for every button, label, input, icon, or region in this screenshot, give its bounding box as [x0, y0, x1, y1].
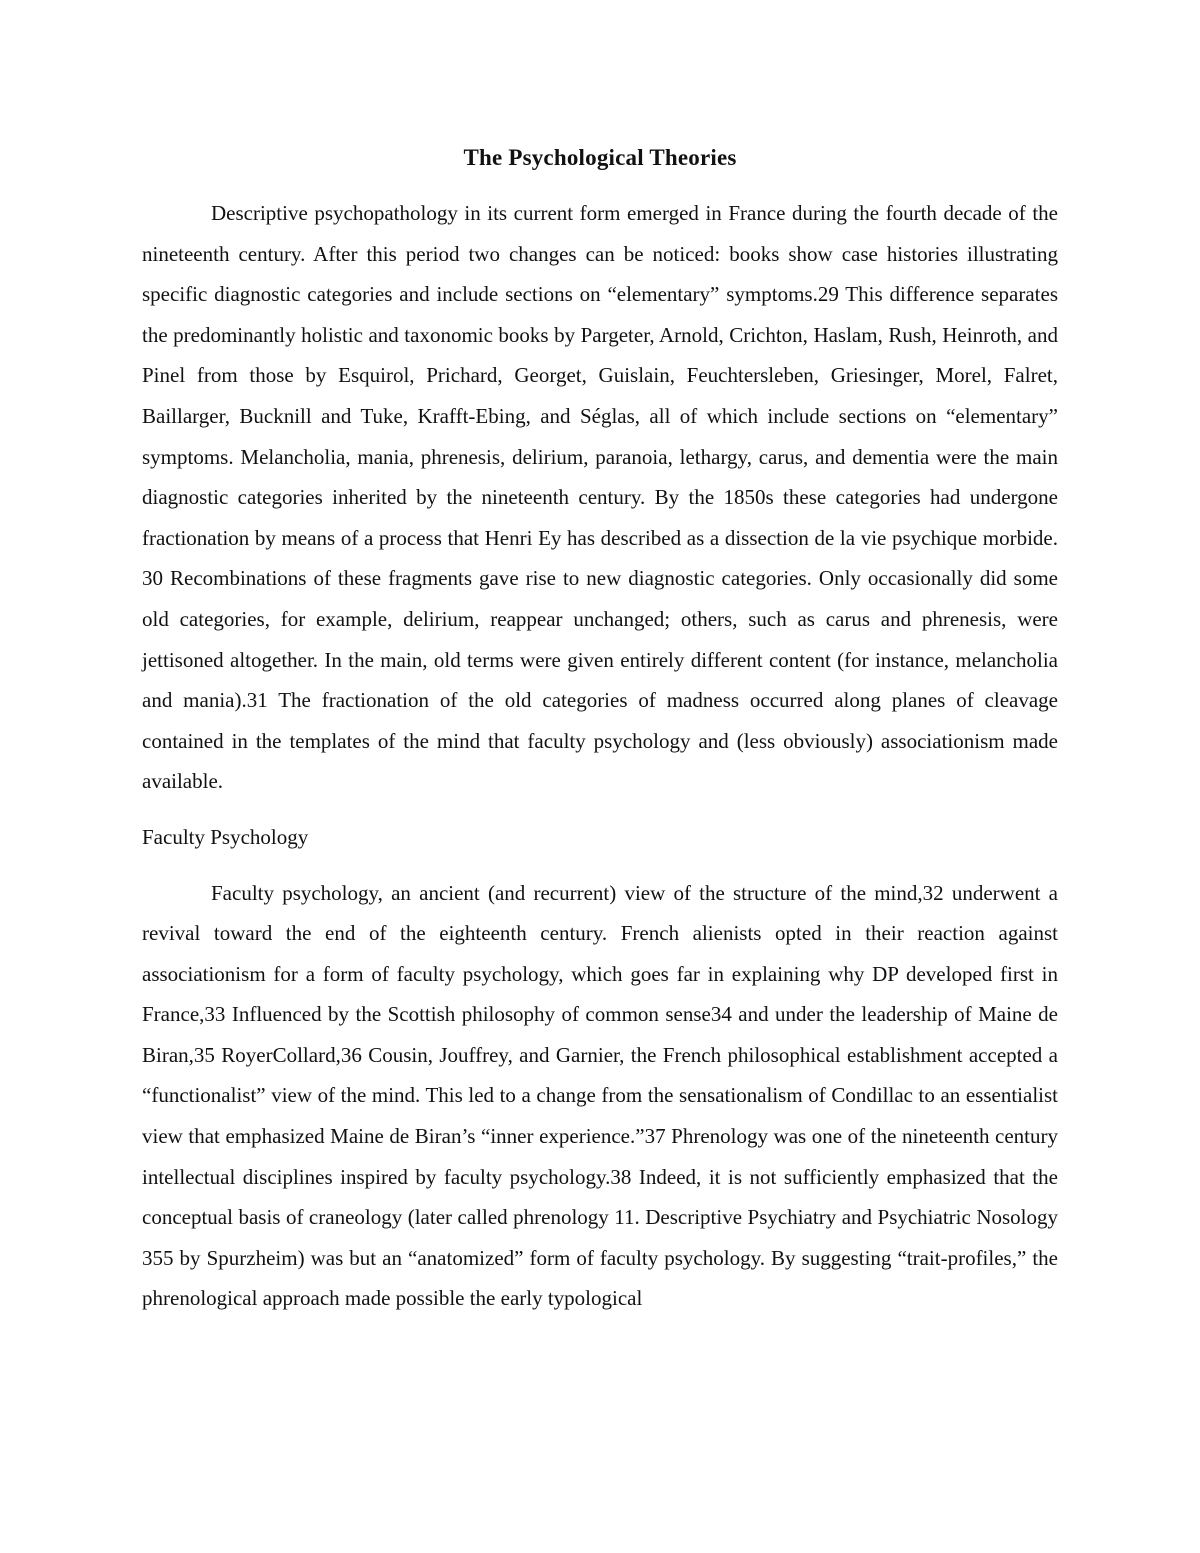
paragraph-faculty-psychology: Faculty psychology, an ancient (and recurrent) view of the structure of the mind,32 underwent a revival toward the end of the eighteenth century. French alienists opted in their reaction against associationism for a form of faculty psychology, which goes far in explaining why DP developed first in France,33 Influenced by the Scottish philosophy of common sense34 and under the leadership of Maine de Biran,35 RoyerCollard,36 Cousin, Jouffrey, and Garnier, the French philosophical establishment accepted a “functionalist” view of the mind. This led to a change from the sensationalism of Condillac to an essentialist view that emphasized Maine de Biran’s “inner experience.”37 Phrenology was one of the nineteenth century intellectual disciplines inspired by faculty psychology.38 Indeed, it is not sufficiently emphasized that the conceptual basis of craneology (later called phrenology 11. Descriptive Psychiatry and Psychiatric Nosology 355 by Spurzheim) was but an “anatomized” form of faculty psychology. By suggesting “trait-profiles,” the phrenological approach made possible the early typological: [142, 880, 1058, 1311]
document-title: The Psychological Theories: [463, 145, 737, 170]
paragraph-intro: Descriptive psychopathology in its current form emerged in France during the fourth decade of the nineteenth century. After this period two changes can be noticed: books show case histories illustrating specific diagnostic categories and include sections on “elementary” symptoms.29 This difference separates the predominantly holistic and taxonomic books by Pargeter, Arnold, Crichton, Haslam, Rush, Heinroth, and Pinel from those by Esquirol, Prichard, Georget, Guislain, Feuchtersleben, Griesinger, Morel, Falret, Baillarger, Bucknill and Tuke, Krafft-Ebing, and Séglas, all of which include sections on “elementary” symptoms. Melancholia, mania, phrenesis, delirium, paranoia, lethargy, carus, and dementia were the main diagnostic categories inherited by the nineteenth century. By the 1850s these categories had undergone fractionation by means of a process that Henri Ey has described as a dissection de la vie psychique morbide. 30 Recombinations of these fragments gave rise to new diagnostic categories. Only occasionally did some old categories, for example, delirium, reappear unchanged; others, such as carus and phrenesis, were jettisoned altogether. In the main, old terms were given entirely different content (for instance, melancholia and mania).31 The fractionation of the old categories of madness occurred along planes of cleavage contained in the templates of the mind that faculty psychology and (less obviously) associationism made available.: [142, 201, 1058, 794]
section-heading: Faculty Psychology: [142, 824, 309, 849]
document-body: [142, 140, 1058, 1319]
